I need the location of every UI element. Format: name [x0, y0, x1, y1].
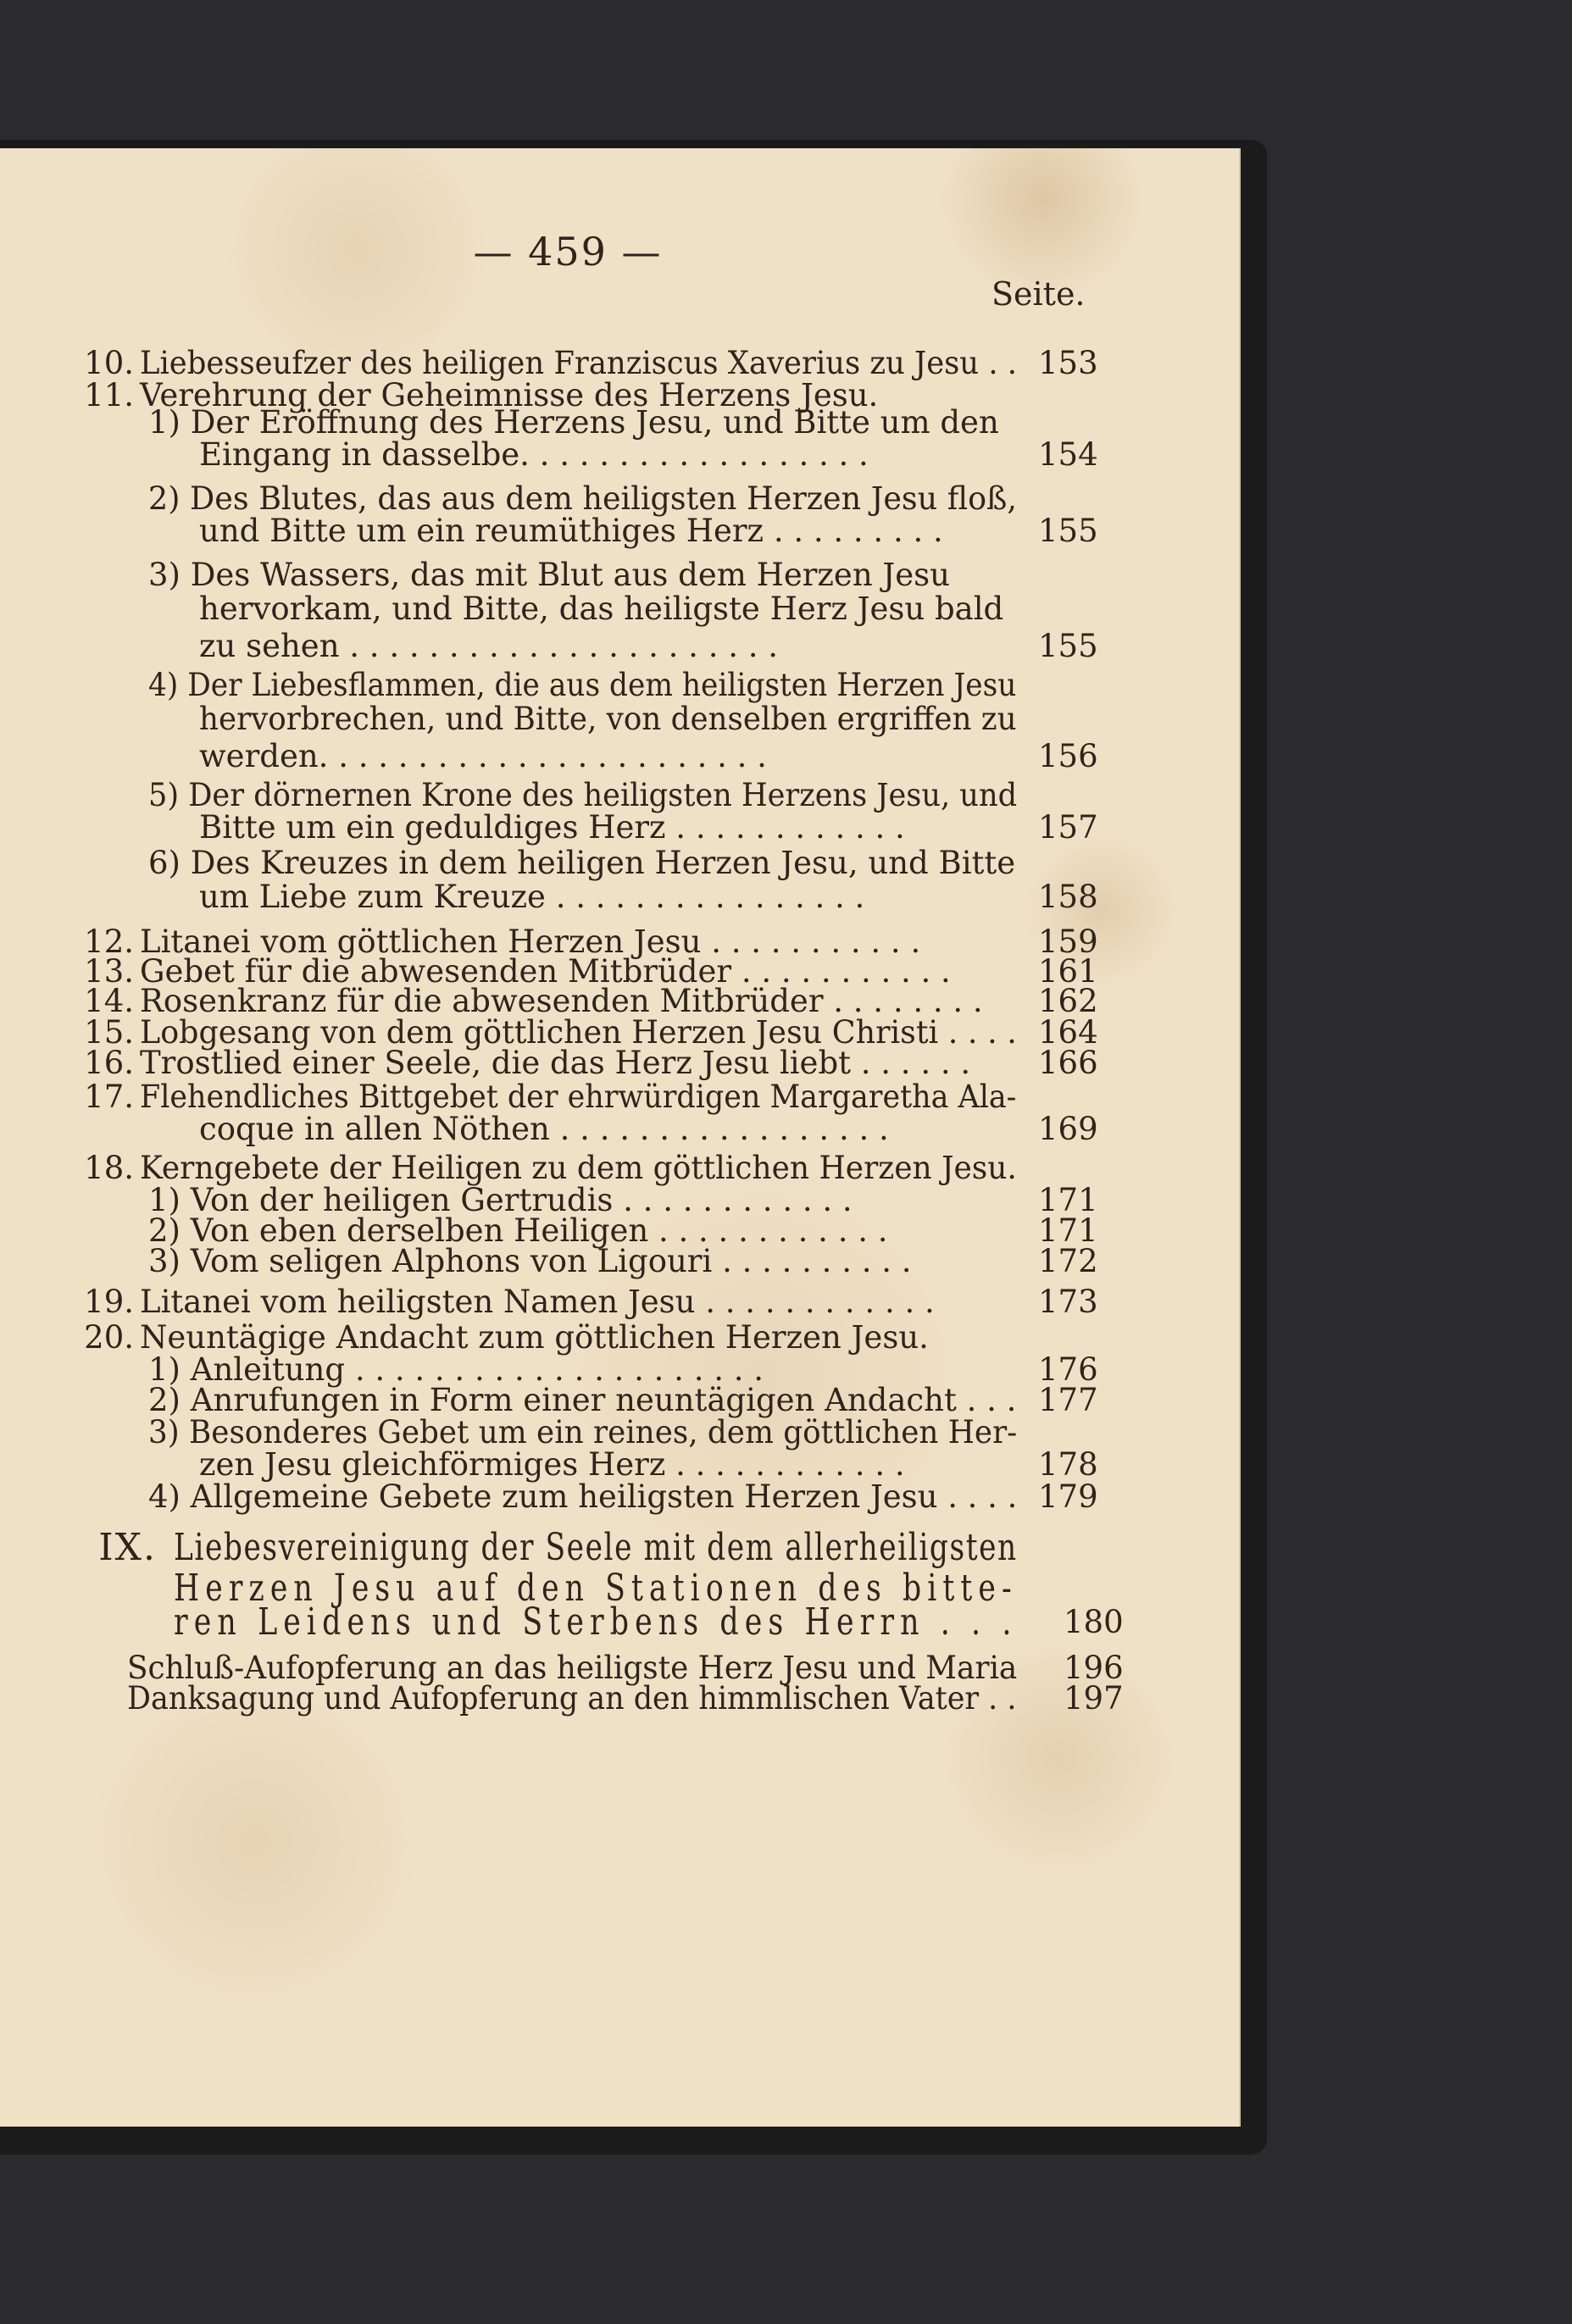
- toc-entry-page: 171: [1038, 1182, 1098, 1218]
- toc-entry-number: 14.: [84, 983, 134, 1019]
- toc-entry-page: 176: [1038, 1351, 1098, 1388]
- toc-entry-title: Gebet für die abwesenden Mitbrüder . . . . . . . . . . .: [140, 953, 951, 990]
- toc-entry-number: 12.: [84, 923, 134, 960]
- toc-entry-title: ren Leidens und Sterbens des Herrn . . .: [174, 1600, 1018, 1644]
- toc-entry-title: Lobgesang von dem göttlichen Herzen Jesu Christi . . . .: [140, 1014, 1017, 1051]
- toc-entry-page: 161: [1038, 953, 1098, 990]
- toc-entry-page: 154: [1038, 436, 1098, 473]
- toc-entry-title: Litanei vom göttlichen Herzen Jesu . . . . . . . . . . .: [140, 923, 921, 960]
- toc-entry-page: 171: [1038, 1212, 1098, 1249]
- toc-entry-number: 16.: [84, 1045, 134, 1081]
- toc-entry-title: Liebesvereinigung der Seele mit dem allerheiligsten: [174, 1526, 1018, 1569]
- toc-entry-title: Rosenkranz für die abwesenden Mitbrüder . . . . . . . .: [140, 983, 983, 1019]
- toc-entry-page: 196: [1064, 1650, 1124, 1686]
- toc-entry-page: 155: [1038, 628, 1098, 664]
- toc-entry-title: Litanei vom heiligsten Namen Jesu . . . . . . . . . . . .: [140, 1284, 935, 1320]
- toc-entry-page: 178: [1038, 1446, 1098, 1483]
- toc-entry-title: 2) Des Blutes, das aus dem heiligsten Herzen Jesu floß,: [148, 480, 1018, 517]
- toc-entry-title: hervorkam, und Bitte, das heiligste Herz Jesu bald: [199, 591, 1004, 627]
- toc-entry-title: Verehrung der Geheimnisse des Herzens Jesu.: [140, 377, 879, 413]
- toc-entry-number: 11.: [84, 377, 134, 413]
- toc-entry-page: 155: [1038, 513, 1098, 549]
- toc-entry-page: 179: [1038, 1478, 1098, 1515]
- toc-entry-title: 6) Des Kreuzes in dem heiligen Herzen Jesu, und Bitte: [148, 845, 1016, 881]
- toc-entry-number: 17.: [84, 1079, 134, 1115]
- toc-entry-page: 158: [1038, 879, 1098, 915]
- toc-entry-title: 5) Der dörnernen Krone des heiligsten Herzens Jesu, und: [148, 777, 1018, 813]
- toc-entry-number: IX.: [98, 1526, 157, 1569]
- toc-entry-page: 157: [1038, 809, 1098, 846]
- toc-entry-page: 169: [1038, 1111, 1098, 1147]
- toc-entry-title: werden. . . . . . . . . . . . . . . . . . . . . . .: [199, 738, 767, 774]
- toc-entry-number: 13.: [84, 953, 134, 990]
- toc-entry-page: 153: [1038, 345, 1098, 381]
- toc-entry-title: Schluß-Aufopferung an das heiligste Herz Jesu und Maria: [127, 1650, 1018, 1686]
- toc-entry-title: 4) Allgemeine Gebete zum heiligsten Herzen Jesu . . . .: [148, 1478, 1018, 1515]
- toc-entry-title: coque in allen Nöthen . . . . . . . . . . . . . . . . .: [199, 1111, 889, 1147]
- toc-entry-title: zen Jesu gleichförmiges Herz . . . . . . . . . . . .: [199, 1446, 905, 1483]
- toc-entry-number: 10.: [84, 345, 134, 381]
- toc-entry-page: 164: [1038, 1014, 1098, 1051]
- toc-entry-title: hervorbrechen, und Bitte, von denselben ergriffen zu: [199, 701, 1017, 737]
- toc-entry-page: 180: [1064, 1604, 1124, 1640]
- toc-entry-title: Flehendliches Bittgebet der ehrwürdigen Margaretha Ala-: [140, 1079, 1017, 1115]
- toc-entry-page: 172: [1038, 1243, 1098, 1279]
- page-number: — 459 —: [473, 229, 663, 275]
- toc-entry-title: 2) Von eben derselben Heiligen . . . . . . . . . . . .: [148, 1212, 888, 1249]
- toc-entry-number: 15.: [84, 1014, 134, 1051]
- toc-entry-title: Trostlied einer Seele, die das Herz Jesu liebt . . . . . .: [140, 1045, 971, 1081]
- toc-entry-title: Danksagung und Aufopferung an den himmlischen Vater . .: [127, 1680, 1017, 1717]
- toc-entry-title: Eingang in dasselbe. . . . . . . . . . . . . . . . . .: [199, 436, 869, 473]
- toc-entry-title: und Bitte um ein reumüthiges Herz . . . . . . . . .: [199, 513, 943, 549]
- toc-entry-number: 19.: [84, 1284, 134, 1320]
- book-page: [0, 148, 1241, 2127]
- toc-entry-number: 18.: [84, 1150, 134, 1186]
- toc-entry-page: 156: [1038, 738, 1098, 774]
- toc-entry-title: 1) Von der heiligen Gertrudis . . . . . . . . . . . .: [148, 1182, 853, 1218]
- toc-entry-page: 166: [1038, 1045, 1098, 1081]
- toc-entry-page: 173: [1038, 1284, 1098, 1320]
- toc-entry-title: 3) Besonderes Gebet um ein reines, dem göttlichen Her-: [148, 1414, 1018, 1450]
- toc-entry-title: zu sehen . . . . . . . . . . . . . . . . . . . . . .: [199, 628, 779, 664]
- toc-entry-page: 159: [1038, 923, 1098, 960]
- column-header-seite: Seite.: [992, 275, 1086, 313]
- toc-entry-title: Kerngebete der Heiligen zu dem göttlichen Herzen Jesu.: [140, 1150, 1017, 1186]
- toc-entry-title: um Liebe zum Kreuze . . . . . . . . . . . . . . . .: [199, 879, 865, 915]
- toc-entry-title: Liebesseufzer des heiligen Franziscus Xaverius zu Jesu . .: [140, 345, 1018, 381]
- toc-entry-title: Bitte um ein geduldiges Herz . . . . . . . . . . . .: [199, 809, 905, 846]
- toc-entry-number: 20.: [84, 1319, 134, 1356]
- toc-entry-title: 3) Vom seligen Alphons von Ligouri . . . . . . . . . .: [148, 1243, 912, 1279]
- toc-entry-title: 4) Der Liebesflammen, die aus dem heiligsten Herzen Jesu: [148, 667, 1017, 703]
- toc-entry-title: 3) Des Wassers, das mit Blut aus dem Herzen Jesu: [148, 557, 950, 593]
- toc-entry-title: Neuntägige Andacht zum göttlichen Herzen Jesu.: [140, 1319, 929, 1356]
- toc-entry-page: 197: [1064, 1680, 1124, 1717]
- toc-entry-title: 2) Anrufungen in Form einer neuntägigen Andacht . . .: [148, 1382, 1017, 1418]
- toc-entry-title: Herzen Jesu auf den Stationen des bitte-: [174, 1567, 1018, 1610]
- toc-entry-page: 177: [1038, 1382, 1098, 1418]
- toc-entry-title: 1) Der Eröffnung des Herzens Jesu, und Bitte um den: [148, 404, 999, 441]
- toc-entry-page: 162: [1038, 983, 1098, 1019]
- toc-entry-title: 1) Anleitung . . . . . . . . . . . . . . . . . . . . .: [148, 1351, 764, 1388]
